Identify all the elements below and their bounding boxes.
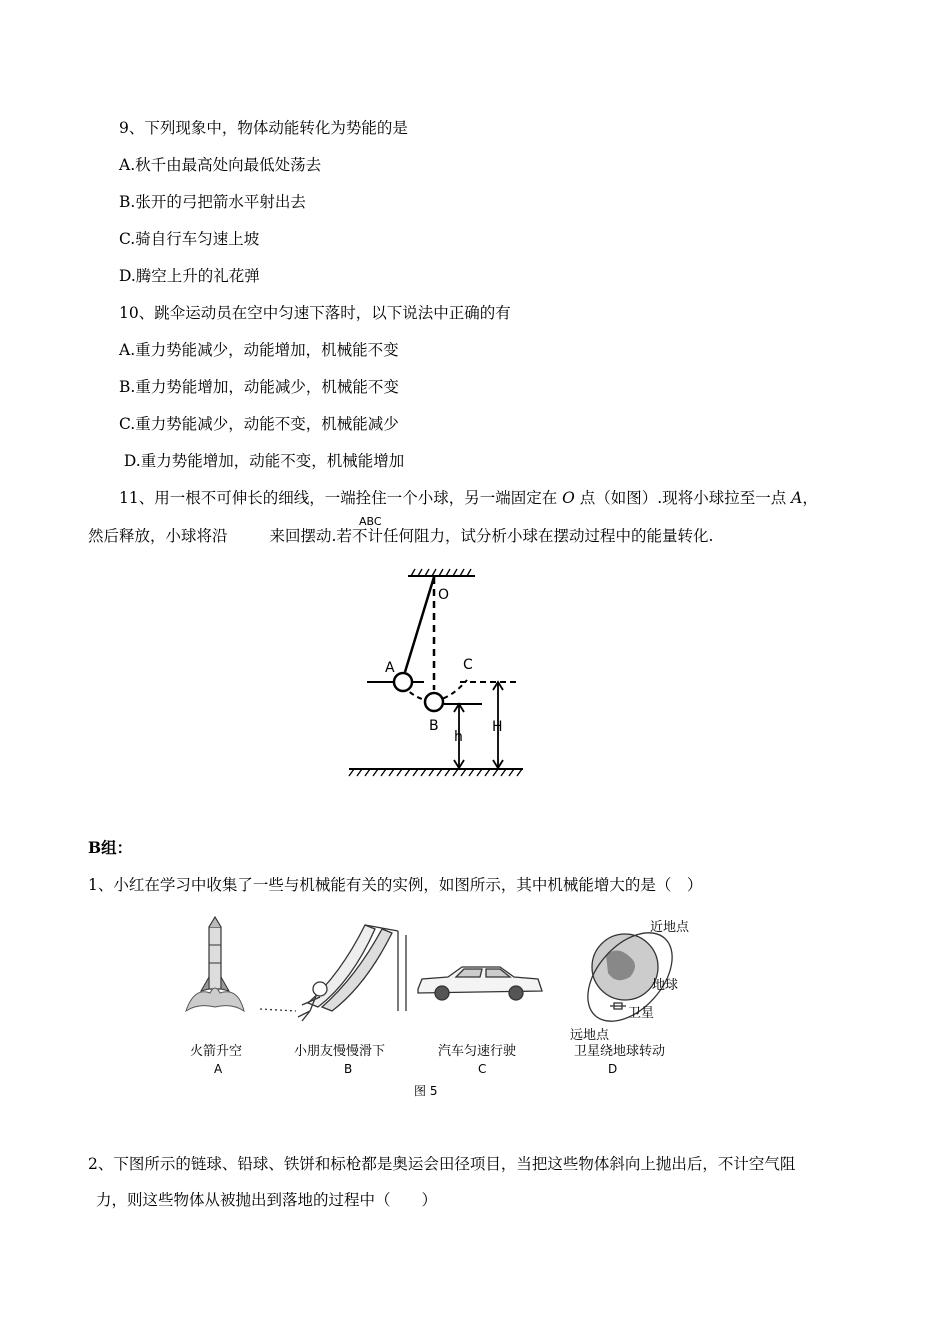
q11-point-a: A (791, 489, 803, 507)
label-b: B (429, 718, 439, 734)
label-h-large: H (492, 719, 503, 735)
q11-abc-mark: ABC (359, 515, 382, 528)
q9-option-b: B.张开的弓把箭水平射出去 (119, 193, 306, 211)
q9-option-a: A.秋千由最高处向最低处荡去 (119, 156, 322, 174)
q9-option-d: D.腾空上升的礼花弹 (119, 267, 260, 285)
label-h-small: h (454, 729, 463, 745)
b-q2-line1: 2、下图所示的链球、铅球、铁饼和标枪都是奥运会田径项目，当把这些物体斜向上抛出后，不计空气阻 (88, 1155, 796, 1173)
q11-text-e: 来回摆动.若不计任何阻力，试分析小球在摆动过程中的能量转化. (269, 527, 714, 545)
q9-option-c: C.骑自行车匀速上坡 (119, 230, 260, 248)
caption-a: 火箭升空 (190, 1044, 243, 1059)
q11-text-a: 11、用一根不可伸长的细线，一端拴住一个小球，另一端固定在 (119, 489, 563, 507)
b-q1-stem: 1、小红在学习中收集了一些与机械能有关的实例，如图所示，其中机械能增大的是（ ） (88, 876, 703, 894)
figure-5 (160, 915, 730, 1100)
b-q2-line2: 力，则这些物体从被抛出到落地的过程中（ ） (96, 1191, 438, 1209)
pendulum-figure (345, 568, 535, 778)
letter-b: B (344, 1062, 353, 1076)
q11-line2 (88, 526, 713, 546)
letter-d: D (608, 1062, 618, 1076)
q11-line1 (119, 488, 818, 508)
caption-c: 汽车匀速行驶 (438, 1044, 517, 1059)
q10-option-d: D.重力势能增加，动能不变，机械能增加 (119, 452, 405, 470)
label-a: A (385, 660, 395, 676)
label-o: O (438, 587, 450, 603)
q10-option-a: A.重力势能减少，动能增加，机械能不变 (119, 341, 399, 359)
label-c: C (463, 657, 473, 673)
slide-illustration (260, 925, 406, 1021)
q10-option-c: C.重力势能减少，动能不变，机械能减少 (119, 415, 399, 433)
label-apogee: 远地点 (570, 1028, 610, 1043)
rocket-illustration (186, 917, 244, 1011)
q11-text-b: 点（如图）.现将小球拉至一点 (574, 489, 792, 507)
q11-text-d: 然后释放，小球将沿 (88, 527, 228, 545)
q9-stem: 9、下列现象中，物体动能转化为势能的是 (119, 119, 408, 137)
q10-option-b: B.重力势能增加，动能减少，机械能不变 (119, 378, 399, 396)
group-b-title: B组： (88, 838, 133, 857)
car-illustration (418, 967, 542, 1000)
figure-5-caption: 图 5 (414, 1084, 438, 1098)
q11-point-o: O (562, 489, 575, 507)
q10-stem: 10、跳伞运动员在空中匀速下落时，以下说法中正确的有 (119, 304, 511, 322)
caption-d: 卫星绕地球转动 (574, 1044, 666, 1059)
label-earth: 地球 (652, 978, 679, 993)
letter-c: C (478, 1062, 487, 1076)
letter-a: A (214, 1062, 223, 1076)
caption-b: 小朋友慢慢滑下 (294, 1044, 386, 1059)
q11-text-c: ， (802, 489, 818, 507)
label-perigee: 近地点 (650, 920, 690, 935)
label-satellite: 卫星 (628, 1006, 655, 1021)
